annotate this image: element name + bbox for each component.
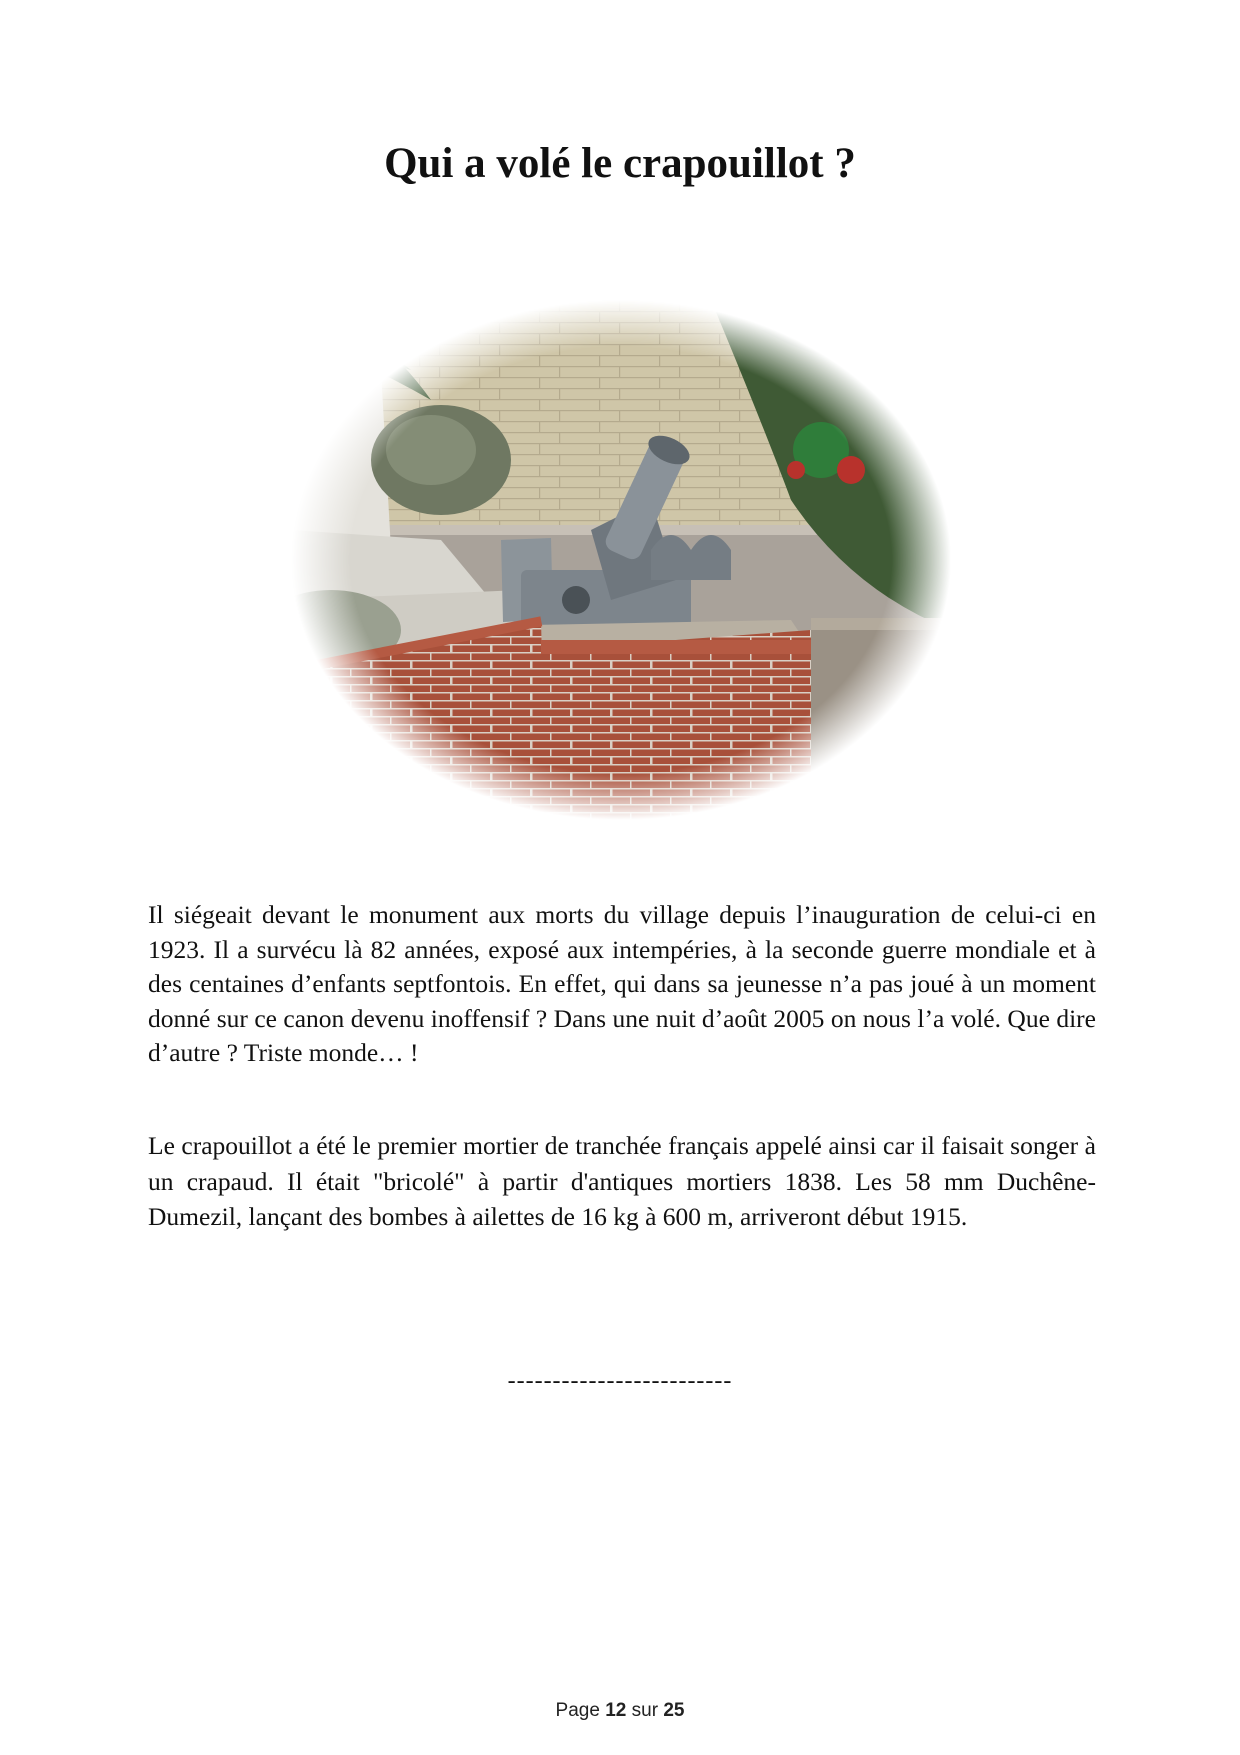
crapouillot-photo: [291, 300, 951, 820]
paragraph-history: Il siégeait devant le monument aux morts du village depuis l’inauguration de celui-ci en 1923. Il a survécu là 82 années, exposé aux intempéries, à la seconde guerre mondiale et à des centaines d’enfants septfontois. En effet, qui dans sa jeunesse n’a pas joué à un moment donné sur ce canon devenu inoffensif ? Dans une nuit d’août 2005 on nous l’a volé. Que dire d’autre ? Triste monde… !: [148, 900, 1096, 1067]
page-footer: [0, 1700, 1240, 1722]
paragraph-description: Le crapouillot a été le premier mortier de tranchée français appelé ainsi car il faisait songer à un crapaud. Il était "bricolé" à partir d'antiques mortiers 1838. Les 58 mm Duchêne-Dumezil, lançant des bombes à ailettes de 16 kg à 600 m, arriveront début 1915.: [148, 1131, 1096, 1231]
page-title: Qui a volé le crapouillot ?: [384, 140, 856, 187]
separator-line: -------------------------: [507, 1368, 733, 1394]
footer-total-pages: 25: [663, 1700, 685, 1721]
footer-middle: sur: [631, 1700, 659, 1721]
footer-prefix: Page: [555, 1700, 600, 1721]
footer-current-page: 12: [605, 1700, 627, 1721]
